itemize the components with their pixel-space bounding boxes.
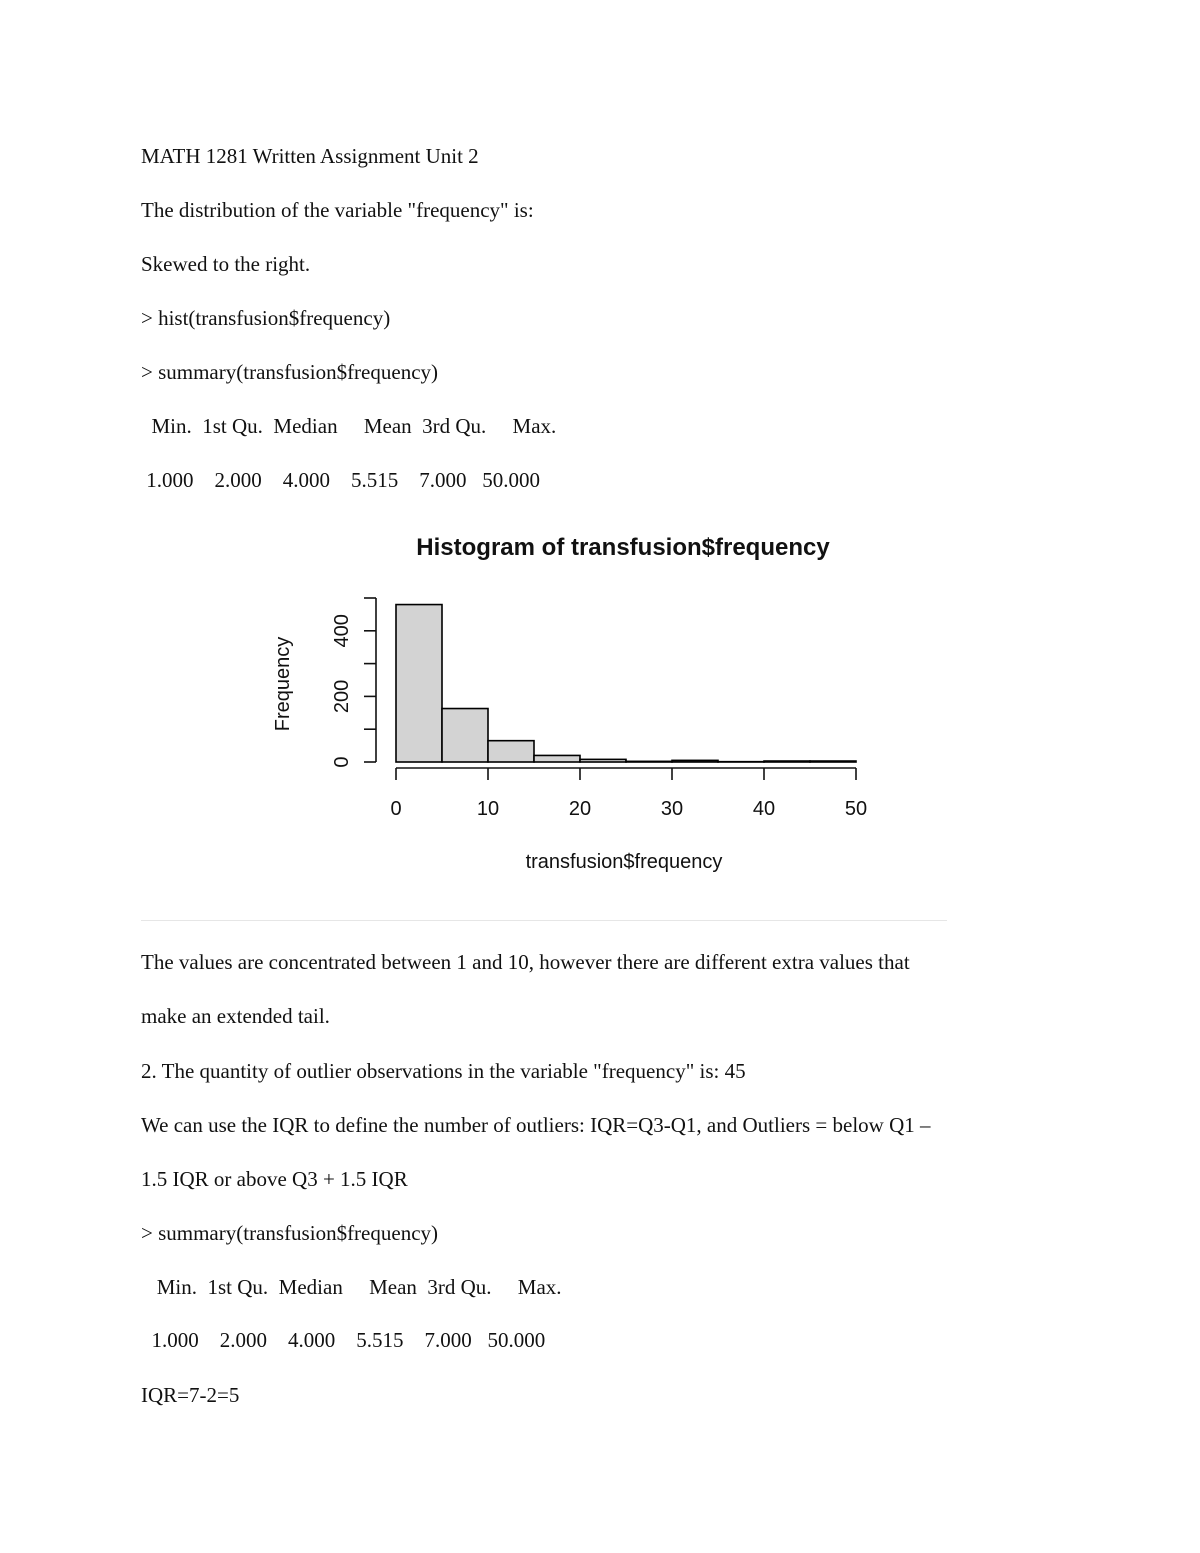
x-tick-label: 0 <box>390 798 402 820</box>
y-axis-label: Frequency <box>272 636 294 732</box>
iqr-definition-line-1: We can use the IQR to define the number of outliers: IQR=Q3-Q1, and Outliers = below Q1 – <box>141 1113 931 1137</box>
r-command-summary-2: > summary(transfusion$frequency) <box>141 1221 439 1245</box>
histogram-bar <box>580 759 626 762</box>
y-tick-label: 400 <box>331 614 353 648</box>
question-2-prompt: 2. The quantity of outlier observations in the variable "frequency" is: 45 <box>141 1059 746 1083</box>
y-tick-label: 0 <box>331 756 353 768</box>
x-axis-label: transfusion$frequency <box>525 851 723 873</box>
histogram-bars <box>396 605 856 762</box>
iqr-definition-line-2: 1.5 IQR or above Q3 + 1.5 IQR <box>141 1167 408 1191</box>
histogram-bar <box>488 741 534 762</box>
histogram-bar <box>534 755 580 762</box>
x-tick-label: 10 <box>476 798 500 820</box>
histogram-bar <box>396 605 442 762</box>
x-tick-label: 20 <box>568 798 592 820</box>
summary-header-row: Min. 1st Qu. Median Mean 3rd Qu. Max. <box>141 414 557 438</box>
explanation-line-1: The values are concentrated between 1 and 10, however there are different extra values that <box>141 950 910 974</box>
histogram-bar <box>672 760 718 762</box>
x-axis <box>390 768 867 820</box>
summary-header-row-2: Min. 1st Qu. Median Mean 3rd Qu. Max. <box>141 1275 562 1299</box>
x-tick-label: 50 <box>844 798 868 820</box>
summary-values-row: 1.000 2.000 4.000 5.515 7.000 50.000 <box>141 468 540 492</box>
r-command-summary: > summary(transfusion$frequency) <box>141 360 439 384</box>
doc-title: MATH 1281 Written Assignment Unit 2 <box>141 144 479 168</box>
question-1-answer: Skewed to the right. <box>141 252 311 276</box>
section-divider <box>141 920 947 921</box>
x-tick-label: 30 <box>660 798 684 820</box>
explanation-line-2: make an extended tail. <box>141 1004 330 1028</box>
histogram-bar <box>626 761 672 762</box>
summary-values-row-2: 1.000 2.000 4.000 5.515 7.000 50.000 <box>141 1328 546 1352</box>
r-command-hist: > hist(transfusion$frequency) <box>141 306 391 330</box>
histogram-bar <box>764 761 810 762</box>
histogram-bar <box>442 709 488 762</box>
y-tick-label: 200 <box>331 679 353 714</box>
y-axis <box>331 598 376 768</box>
histogram-chart <box>258 520 898 880</box>
x-tick-label: 40 <box>752 798 776 820</box>
question-1-prompt: The distribution of the variable "frequency" is: <box>141 198 534 222</box>
iqr-calculation: IQR=7-2=5 <box>141 1383 240 1407</box>
chart-title: Histogram of transfusion$frequency <box>416 534 830 561</box>
histogram-bar <box>810 761 856 762</box>
